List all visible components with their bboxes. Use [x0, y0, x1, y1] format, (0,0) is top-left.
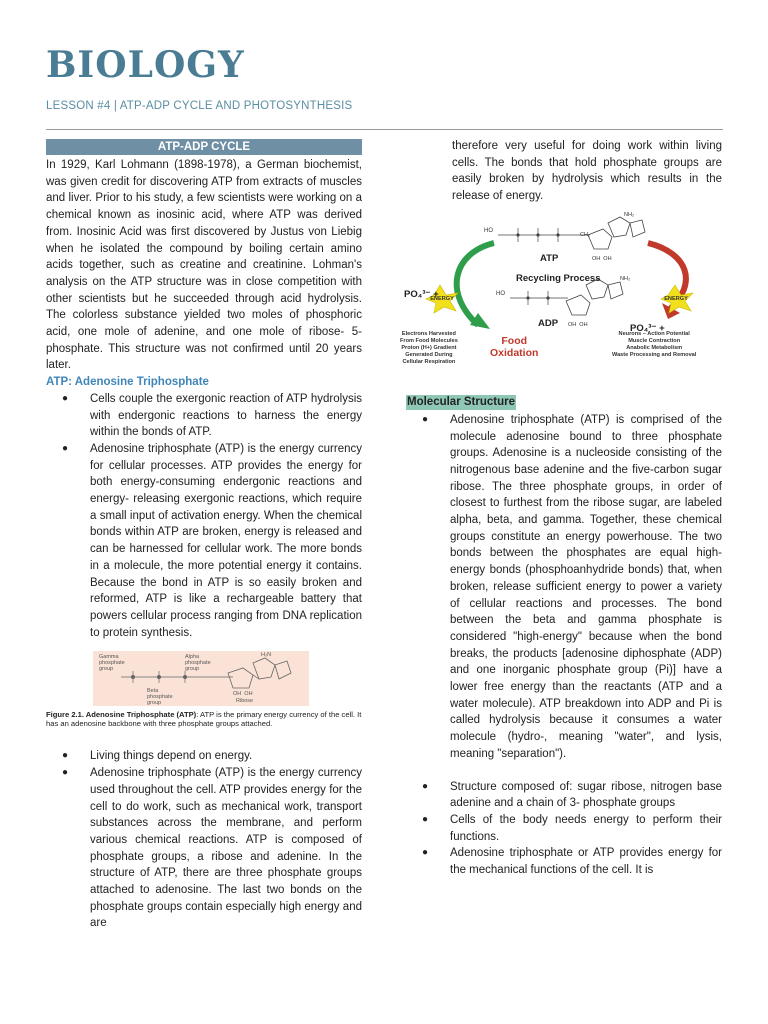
bullet-text: Living things depend on energy.	[90, 750, 253, 763]
bullet-text: Adenosine triphosphate or ATP provides energy for the mechanical functions of the cell. It is	[450, 847, 722, 877]
h2n-label: H₂N	[261, 652, 272, 659]
gamma-label: Gamma phosphate group	[99, 654, 125, 673]
atp-structure-image	[93, 651, 309, 706]
atp-subheading: ATP: Adenosine Triphosphate	[46, 376, 209, 389]
structure-summary-list	[406, 779, 722, 879]
list-item	[46, 748, 362, 765]
food-oxidation-label: Food Oxidation	[490, 334, 539, 359]
lesson-subtitle: LESSON #4 | ATP-ADP CYCLE AND PHOTOSYNTHESIS	[46, 100, 353, 112]
molecular-structure-list	[406, 412, 722, 763]
continuation-block	[406, 138, 722, 205]
bullet-text: Cells couple the exergonic reaction of ATP hydrolysis with endergonic reactions to harness the energy within the bonds of ATP.	[90, 392, 362, 439]
bullet-icon: ●	[62, 392, 69, 404]
bullet-icon: ●	[422, 847, 429, 859]
bullet-text: Cells of the body needs energy to perform their functions.	[450, 813, 722, 843]
atp-figure	[46, 651, 362, 728]
beta-label: Beta phosphate group	[147, 688, 173, 707]
spacer	[46, 728, 362, 748]
bullet-icon: ●	[62, 442, 69, 454]
intro-paragraph: In 1929, Karl Lohmann (1898-1978), a German biochemist, was given credit for discovering ATP from extracts of muscles and liver. Prior to his study, a few scientists were working on a chemical known as inosinic acid, where ATP was derived from. Inosinic Acid was first discovered by Justus von Liebig when he isolated the compound by boiling certain amino acids together, such as creatine and creatinine. Lohman's analysis on the ATP structure was in close competition with other scientists but he succeeded through acid hydrolysis. The colorless substance yielded two moles of phosphoric acid, one mole of adenine, and one mole of ribose- 5-phosphate. This structure was not confirmed until 20 years later.	[46, 159, 362, 372]
bullet-text: Structure composed of: sugar ribose, nitrogen base adenine and a chain of 3- phosphate groups	[450, 780, 722, 810]
left-column	[46, 139, 362, 932]
ohoh-label: OH OH	[233, 691, 253, 698]
right-column	[400, 138, 722, 879]
adp-label: ADP	[538, 317, 559, 329]
list-item	[46, 765, 362, 932]
left-notes: Electrons Harvested From Food Molecules Proton (H+) Gradient Generated During Cellular Respiration	[400, 330, 458, 365]
bullet-text: Adenosine triphosphate (ATP) is the energy currency for cellular processes. ATP provides the energy for both energy-consuming endergonic reactions and energy- releasing exergonic reactions, which require a small input of activation energy. When the chemical bonds within ATP are broken, energy is released and can be harnessed for cellular work. The more bonds in a molecule, the more potential energy it contains. Because the bond in ATP is so easily broken and reformed, ATP is like a rechargeable battery that powers cellular process ranging from DNA replication to protein synthesis.	[90, 442, 362, 639]
list-item	[406, 412, 722, 763]
bullet-text: Adenosine triphosphate (ATP) is the energy currency used throughout the cell. ATP provides energy for the cell to do work, such as mechanical work, transport substances across the membrane, and perform various chemical reactions. ATP is composed of phosphate groups, a ribose and adenine. In the structure of ATP, there are three phosphate groups attached to adenosine. The last two bonds on the phosphate groups contain especially high energy and are	[90, 767, 362, 930]
energy-left-label: ENERGY	[430, 295, 454, 302]
bullet-icon: ●	[422, 413, 429, 425]
bullet-icon: ●	[422, 780, 429, 792]
nh2-top-label: NH₂	[624, 211, 635, 218]
bullet-text: Adenosine triphosphate (ATP) is comprised of the molecule adenosine bound to three phosphate groups. Adenosine is a nucleoside consisting of the nitrogenous base adenine and the five-carbon sugar ribose. The three phosphate groups, in order of closest to furthest from the ribose sugar, are labeled alpha, beta, and gamma. Together, these chemical groups constitute an energy powerhouse. The two bonds between the phosphates are equal high-energy bonds (phosphoanhydride bonds) that, when broken, release sufficient energy to power a variety of cellular reactions and processes. The bond between the beta and gamma phosphate is considered "high-energy" because when the bond breaks, the products [adenosine diphosphate (ADP) and one inorganic phosphate group (Pi)] have a lower free energy than the reactants (ATP and a water molecule). ATP breakdown into ADP and Pi is called hydrolysis because it consumes a water molecule (hydro-, meaning "water", and lysis, meaning "separation").	[450, 413, 722, 760]
list-item	[406, 779, 722, 812]
phosphate-right-label: PO₄³⁻ +	[630, 322, 665, 334]
bullet-icon: ●	[422, 813, 429, 825]
alpha-label: Alpha phosphate group	[185, 654, 211, 673]
phosphate-left-label: PO₄³⁻ +	[404, 288, 439, 300]
header-divider	[46, 129, 723, 130]
page-title: BIOLOGY	[46, 44, 245, 86]
list-item	[406, 812, 722, 845]
energy-bullet-list	[46, 748, 362, 932]
ribose-label: Ribose	[236, 698, 254, 705]
energy-right-label: ENERGY	[664, 295, 688, 302]
figure-caption-text: : ATP is the primary energy currency of the cell. It has an adenosine backbone with three phosphate groups attached.	[46, 710, 362, 729]
molecular-structure-heading: Molecular Structure	[407, 395, 515, 408]
right-notes: Neurons – Action Potential Muscle Contraction Anabolic Metabolism Waste Processing and Removal	[612, 330, 697, 358]
continuation-paragraph: therefore very useful for doing work within living cells. The bonds that hold phosphate groups are easily broken by hydrolysis which results in the release of energy.	[452, 140, 722, 203]
atp-adp-cycle-heading: ATP-ADP CYCLE	[46, 139, 362, 155]
ohoh-top-label: OH OH	[592, 255, 612, 262]
spacer	[406, 763, 722, 779]
ho-bottom-label: HO	[496, 290, 505, 297]
bullet-icon: ●	[62, 767, 69, 779]
figure-caption	[46, 710, 362, 728]
list-item	[406, 845, 722, 878]
ho-top-label: HO	[484, 227, 493, 234]
ohoh-bottom-label: OH OH	[568, 321, 588, 328]
ch2-label: CH₂	[580, 231, 591, 238]
figure-caption-title: Figure 2.1. Adenosine Triphosphate (ATP)	[46, 710, 197, 720]
atp-label: ATP	[540, 252, 559, 264]
atp-adp-cycle-diagram	[398, 213, 748, 373]
nh2-bottom-label: NH₂	[620, 275, 631, 282]
list-item	[46, 391, 362, 441]
bullet-icon: ●	[62, 750, 69, 762]
atp-bullet-list	[46, 391, 362, 642]
list-item	[46, 441, 362, 641]
recycling-process-label: Recycling Process	[516, 272, 601, 284]
